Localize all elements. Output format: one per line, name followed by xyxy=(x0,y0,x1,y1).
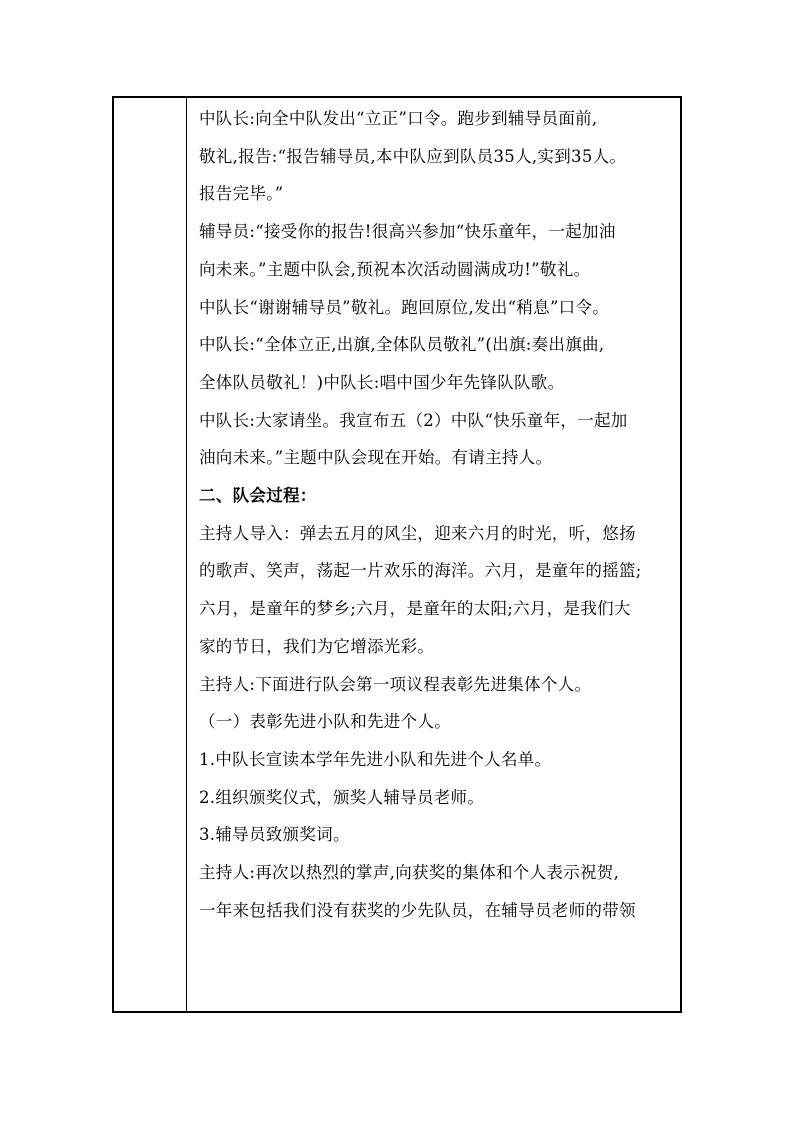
text-line: 1.中队长宣读本学年先进小队和先进个人名单。 xyxy=(199,749,552,769)
paragraph xyxy=(199,289,677,327)
text-line: 主持人导入：弹去五月的风尘，迎来六月的时光，听，悠扬 xyxy=(199,523,636,543)
paragraph xyxy=(199,326,677,401)
text-line: 的歌声、笑声，荡起一片欢乐的海洋。六月，是童年的摇篮; xyxy=(199,561,642,581)
text-line: 3.辅导员致颁奖词。 xyxy=(199,825,350,845)
paragraph xyxy=(199,515,677,666)
paragraph xyxy=(199,213,677,288)
text-line: 六月，是童年的梦乡;六月，是童年的太阳;六月，是我们大 xyxy=(199,599,631,619)
text-line: （一）表彰先进小队和先进个人。 xyxy=(199,712,451,732)
paragraph xyxy=(199,666,677,704)
text-line: 敬礼,报告:“报告辅导员,本中队应到队员35人,实到35人。 xyxy=(199,146,627,166)
paragraph xyxy=(199,741,677,779)
text-line: 家的节日，我们为它增添光彩。 xyxy=(199,636,435,656)
text-line: 中队长:大家请坐。我宣布五（2）中队“快乐童年，一起加 xyxy=(199,410,628,430)
document-table xyxy=(112,96,682,1013)
text-line: 油向未来。”主题中队会现在开始。有请主持人。 xyxy=(199,448,553,468)
paragraph xyxy=(199,703,677,741)
text-line: 向未来。”主题中队会,预祝本次活动圆满成功!”敬礼。 xyxy=(199,259,591,279)
text-line: 报告完毕。” xyxy=(199,184,284,204)
text-line: 2.组织颁奖仪式，颁奖人辅导员老师。 xyxy=(199,787,485,807)
text-line: 中队长:向全中队发出“立正”口令。跑步到辅导员面前, xyxy=(199,109,598,128)
paragraph xyxy=(199,779,677,817)
paragraph xyxy=(199,402,677,477)
text-line: 辅导员:“接受你的报告!很高兴参加“快乐童年，一起加油 xyxy=(199,222,616,242)
paragraph xyxy=(199,816,677,854)
text-line: 主持人:下面进行队会第一项议程表彰先进集体个人。 xyxy=(199,674,592,694)
paragraph xyxy=(199,854,677,929)
paragraph xyxy=(199,100,677,213)
section-heading xyxy=(199,477,677,515)
text-line: 主持人:再次以热烈的掌声,向获奖的集体和个人表示祝贺, xyxy=(199,863,620,883)
text-line: 全体队员敬礼！)中队长:唱中国少年先锋队队歌。 xyxy=(199,372,565,392)
text-line: 中队长:“全体立正,出旗,全体队员敬礼”(出旗:奏出旗曲, xyxy=(199,335,605,355)
label-column xyxy=(114,98,187,1011)
heading-text: 二、队会过程： xyxy=(199,486,317,506)
text-line: 中队长“谢谢辅导员”敬礼。跑回原位,发出“稍息”口令。 xyxy=(199,297,610,317)
content-cell xyxy=(199,100,677,929)
text-line: 一年来包括我们没有获奖的少先队员，在辅导员老师的带领 xyxy=(199,900,636,920)
